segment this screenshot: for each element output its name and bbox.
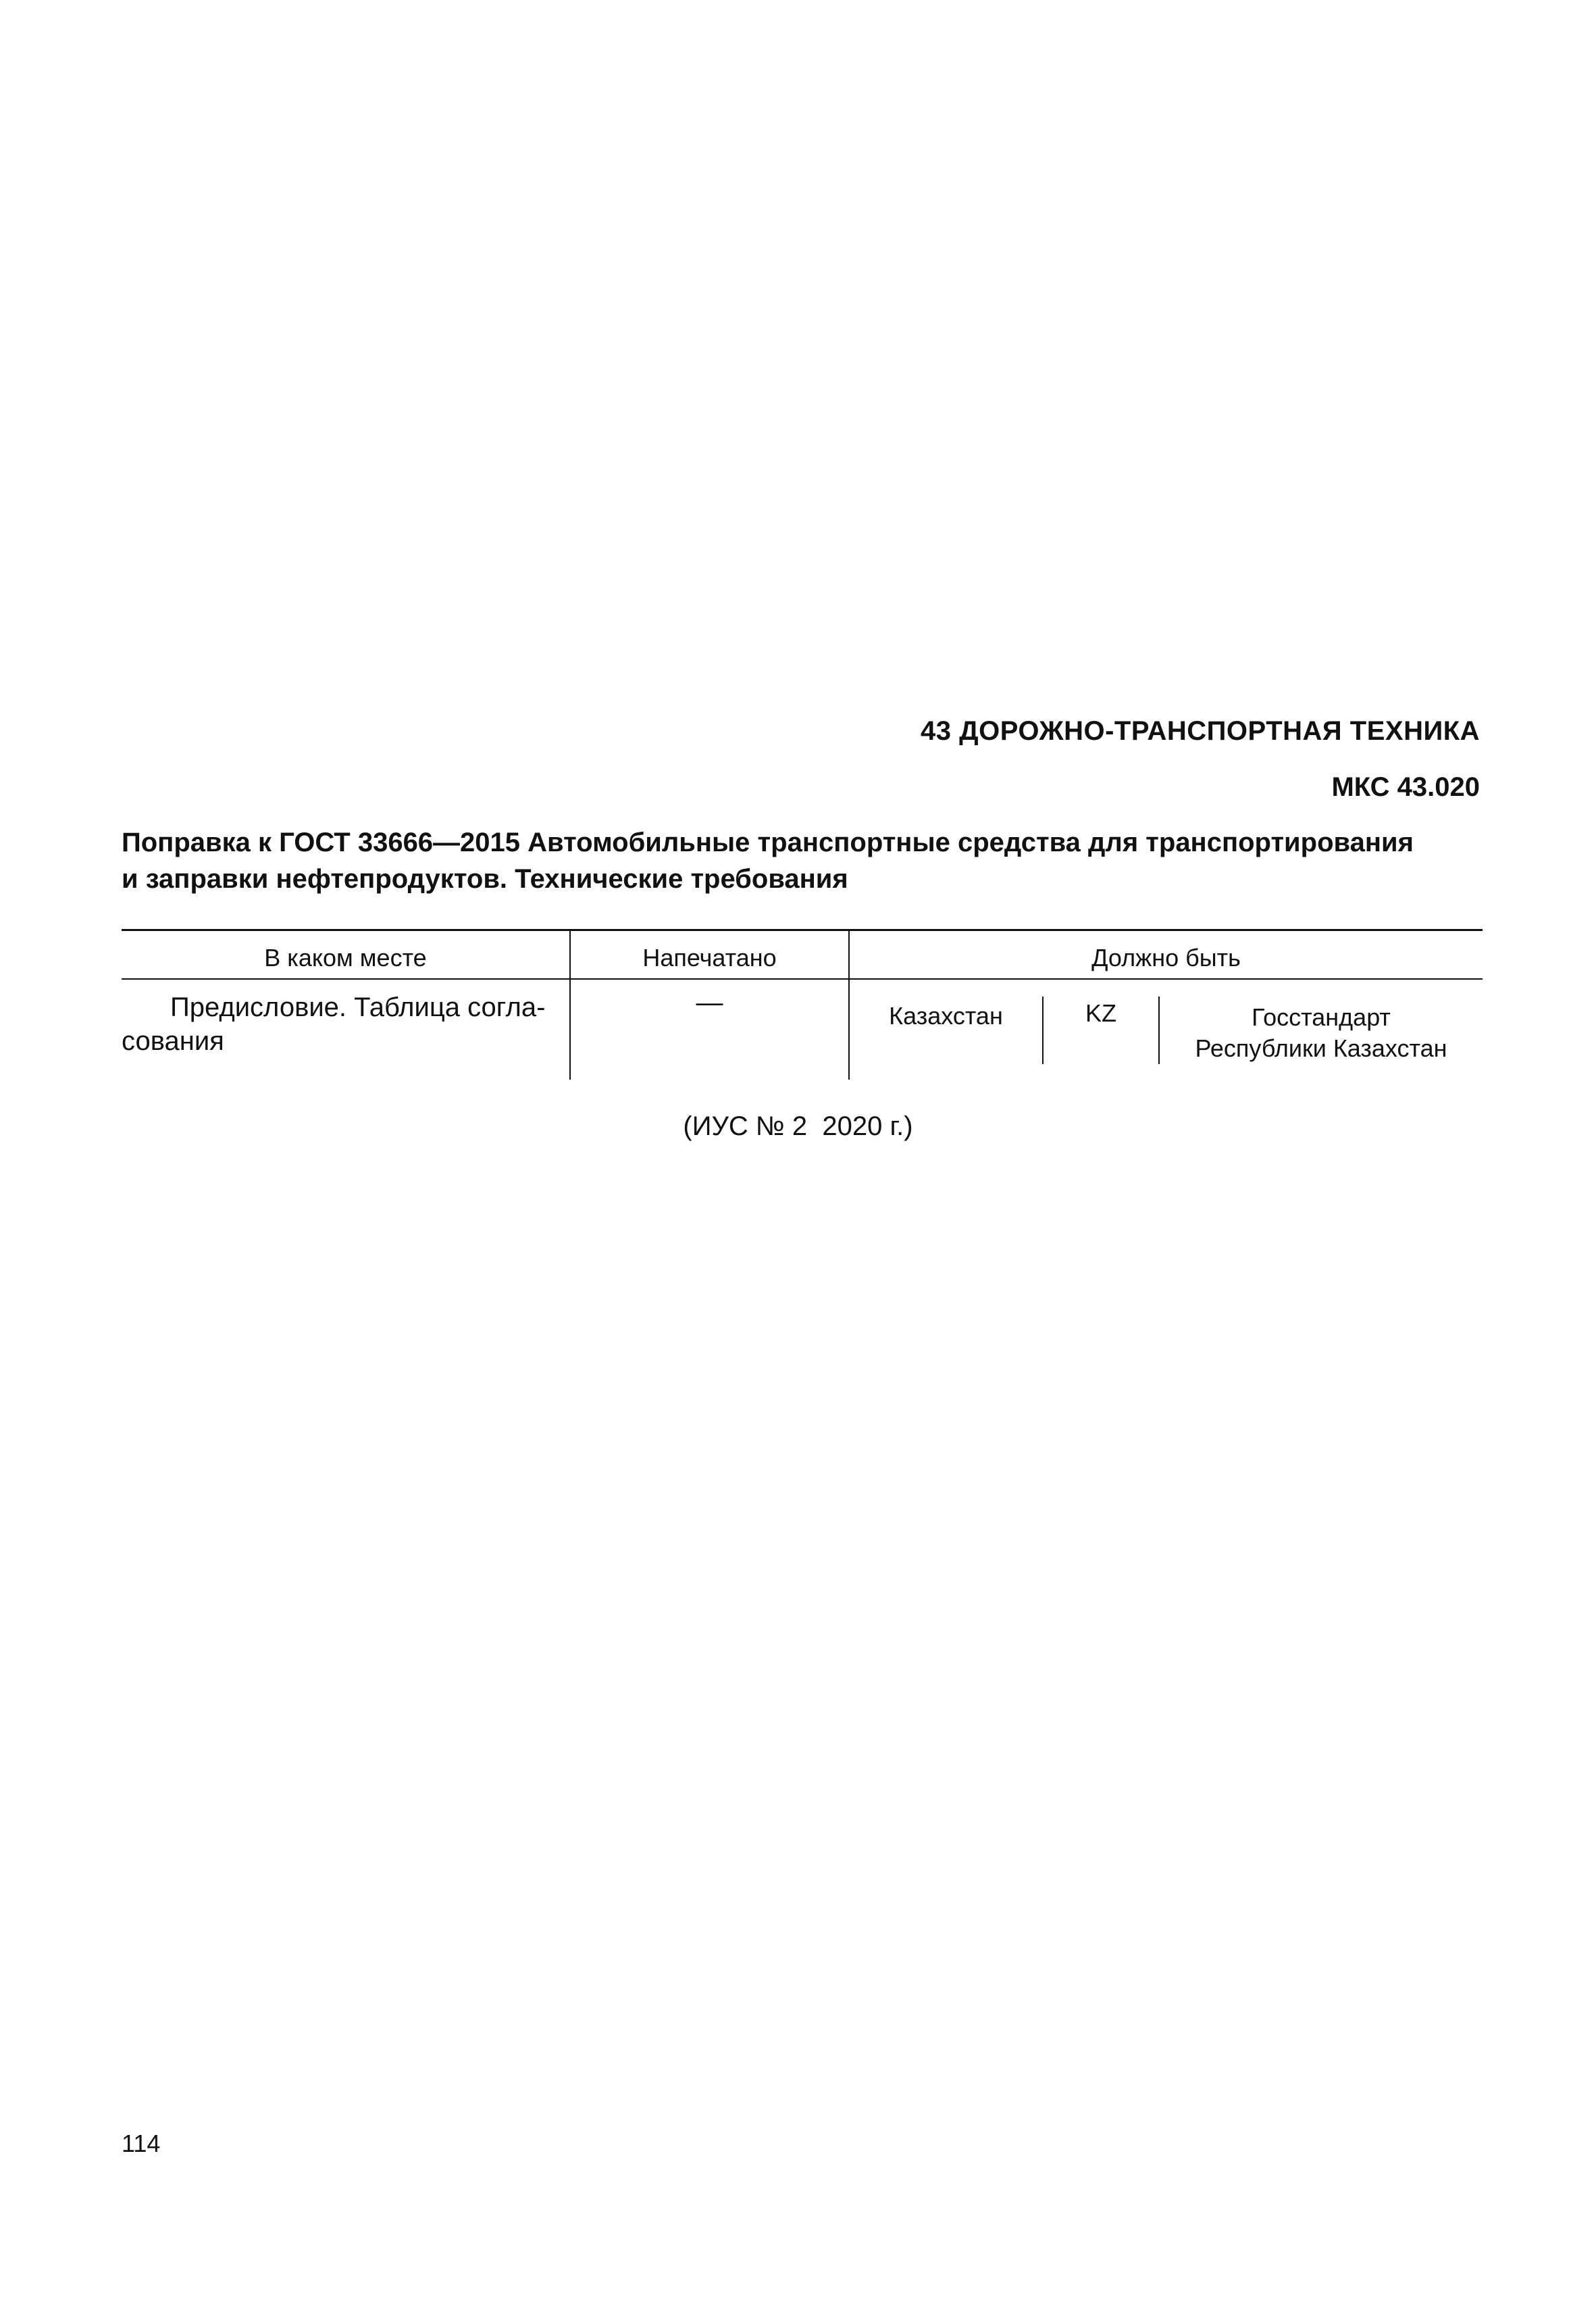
cell-country: Казахстан [889, 1002, 1003, 1030]
cell-country-code: KZ [1085, 999, 1116, 1027]
column-header-should-be: Должно быть [1091, 944, 1241, 972]
column-header-location: В каком месте [264, 944, 427, 972]
document-title-line-2: и заправки нефтепродуктов. Технические требования [122, 864, 848, 894]
section-heading: 43 ДОРОЖНО-ТРАНСПОРТНАЯ ТЕХНИКА [921, 716, 1480, 746]
page-number: 114 [122, 2130, 161, 2157]
document-title-line-1: Поправка к ГОСТ 33666—2015 Автомобильные транспортные средства для транспортирования [122, 828, 1414, 857]
cell-authority-line-1: Госстандарт [1252, 1003, 1391, 1031]
mks-code: МКС 43.020 [1331, 772, 1480, 802]
ius-note: (ИУС № 2 2020 г.) [683, 1111, 913, 1141]
column-header-printed: Напечатано [642, 944, 777, 972]
cell-authority [1160, 1002, 1483, 1064]
table-header-rule [122, 978, 1483, 980]
cell-authority-line-2: Республики Казахстан [1195, 1034, 1447, 1062]
cell-printed: — [696, 988, 723, 1017]
table-top-rule [122, 929, 1483, 931]
document-title [122, 824, 1483, 897]
cell-location-line-2: сования [122, 1026, 224, 1056]
correction-table [122, 929, 1483, 1091]
cell-location-line-1: Предисловие. Таблица согла- [170, 992, 546, 1022]
cell-location [122, 990, 567, 1058]
